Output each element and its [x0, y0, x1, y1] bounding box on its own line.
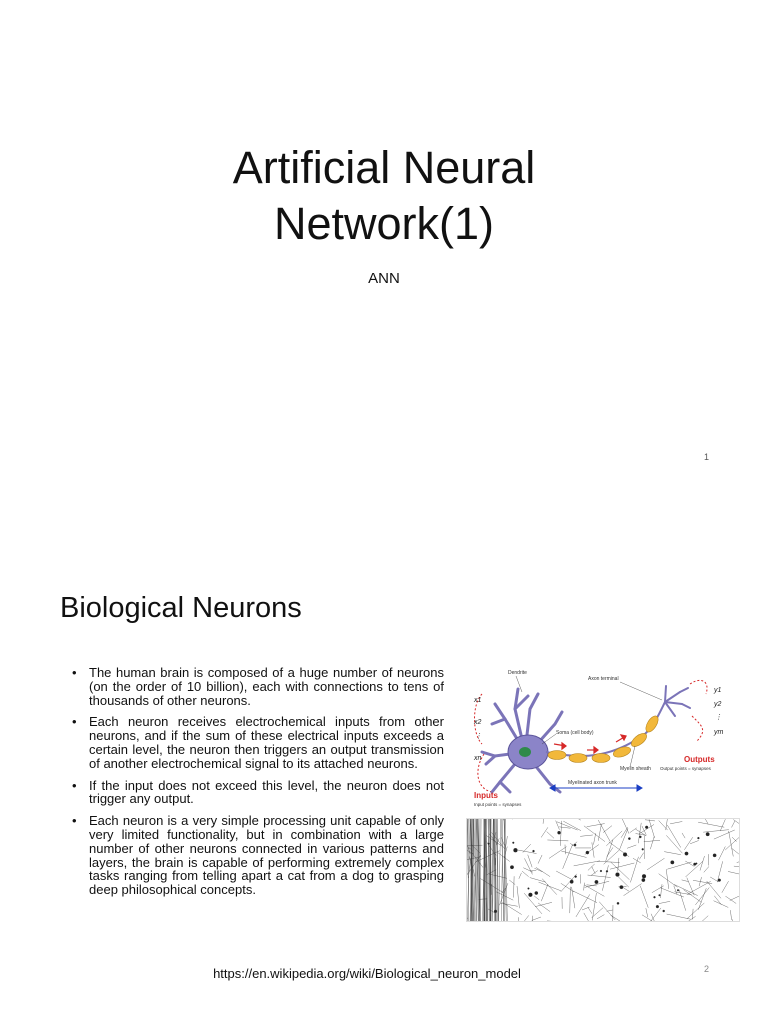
axon-terminals [665, 686, 690, 716]
neuron-diagram [470, 664, 738, 812]
label-axon-trunk: Myelinated axon trunk [568, 780, 617, 786]
myelin-sheath [548, 714, 661, 763]
label-outputs: Outputs [684, 755, 715, 764]
cortical-neurons-drawing [466, 818, 740, 922]
label-y2: y2 [714, 701, 722, 708]
nucleus [519, 747, 531, 757]
label-inputs-sub: Input points = synapses [474, 802, 522, 807]
bullet-item: • The human brain is composed of a huge number of neurons (on the order of 10 billion), each with connections to tens of thousands of other neurons. [72, 666, 444, 707]
slide-1-subtitle: ANN [368, 270, 400, 287]
slide-2-title: Biological Neurons [60, 592, 302, 624]
label-dendrite: Dendrite [508, 670, 527, 676]
cortex-texture [466, 818, 740, 922]
title-line-1: Artificial Neural [232, 142, 536, 193]
label-outputs-sub: Output points = synapses [660, 766, 711, 771]
title-line-2: Network(1) [273, 198, 495, 249]
label-x1: x1 [474, 697, 482, 704]
slide-2 [0, 512, 768, 1024]
label-vdots-out: ⋮ [715, 714, 722, 721]
bullet-item: • If the input does not exceed this level, the neuron does not trigger any output. [72, 779, 444, 807]
label-axon-terminal: Axon terminal [588, 676, 619, 682]
label-xn: xn [474, 755, 482, 762]
label-ym: ym [714, 729, 724, 736]
source-link[interactable]: https://en.wikipedia.org/wiki/Biological_neuron_model [213, 966, 521, 981]
bullet-item: • Each neuron receives electrochemical inputs from other neurons, and if the sum of these electrical inputs exceeds a certain level, the neuron then triggers an output transmission of another electrochemical signal to its attached neurons. [72, 715, 444, 770]
label-vdots-in: ⋮ [475, 733, 482, 740]
slide-2-page-number: 2 [704, 964, 710, 974]
output-curve [692, 716, 703, 742]
label-y1: y1 [714, 687, 722, 694]
output-curve [690, 680, 707, 694]
slide-1-title [0, 140, 768, 252]
slide-1-page-number: 1 [704, 452, 710, 462]
bullet-item: • Each neuron is a very simple processing unit capable of only very limited functionality, but in combination with a large number of other neurons connected in various patterns and layers, the brain is capable of performing extremely complex tasks ranging from telling apart a cat from a dog to grasping deep philosophical concepts. [72, 814, 444, 897]
label-soma: Soma (cell body) [556, 730, 594, 736]
bullet-list [72, 666, 444, 905]
label-inputs: Inputs [474, 791, 498, 800]
label-x2: x2 [474, 719, 482, 726]
label-myelin: Myelin sheath [620, 766, 651, 772]
